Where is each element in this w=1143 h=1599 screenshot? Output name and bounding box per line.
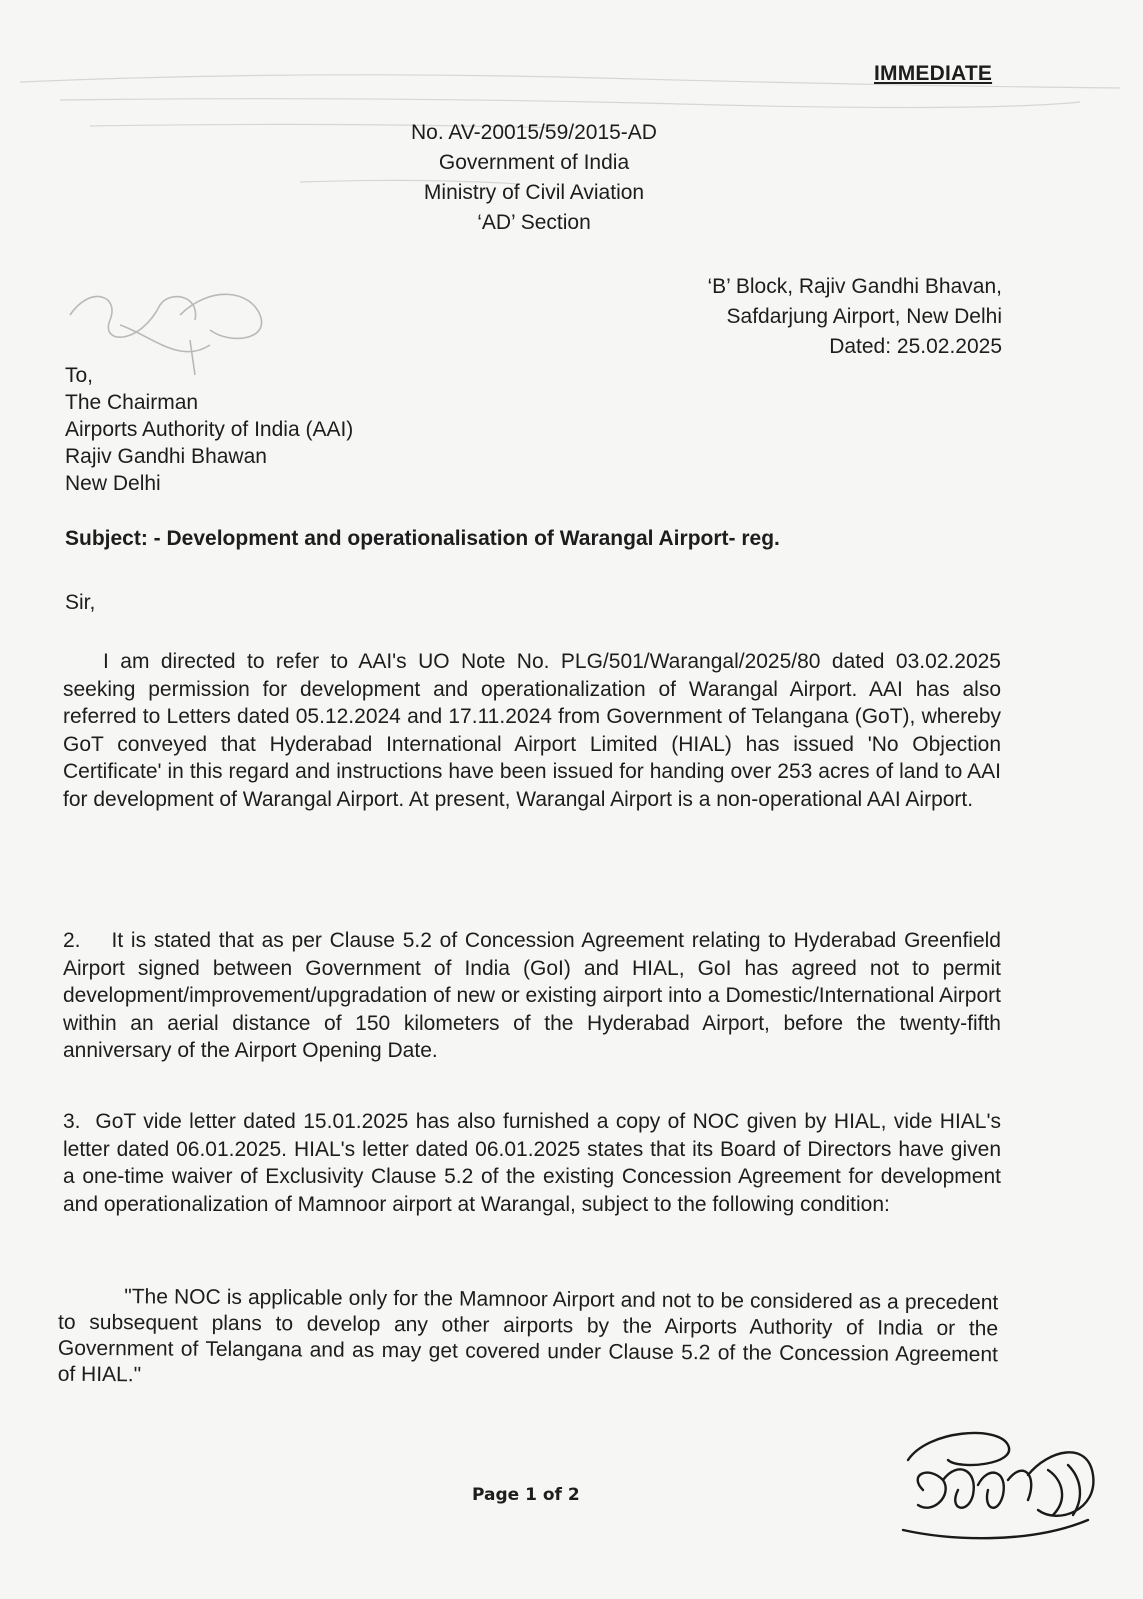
sender-address <box>560 272 1002 362</box>
section-line: ‘AD’ Section <box>477 211 591 234</box>
salutation: Sir, <box>65 591 96 614</box>
paragraph-2 <box>63 927 1001 1065</box>
paragraph-3-text: GoT vide letter dated 15.01.2025 has also furnished a copy of NOC given by HIAL, vide HIAL's letter dated 06.01.2025. HIAL's letter dated 06.01.2025 states that its Board of Directors have given a one-time waiver of Exclusivity Clause 5.2 of the existing Concession Agreement for development and operationalization of Mamnoor airport at Warangal, subject to the following condition: <box>63 1110 1001 1216</box>
paragraph-1: I am directed to refer to AAI's UO Note No. PLG/501/Warangal/2025/80 dated 03.02.2025 seeking permission for development and operationalization of Warangal Airport. AAI has also referred to Letters dated 05.12.2024 and 17.11.2024 from Government of Telangana (GoT), whereby GoT conveyed that Hyderabad International Airport Limited (HIAL) has issued 'No Objection Certificate' in this regard and instructions have been issued for handing over 253 acres of land to AAI for development of Warangal Airport. At present, Warangal Airport is a non-operational AAI Airport. <box>63 650 1001 811</box>
ministry-line: Ministry of Civil Aviation <box>423 181 645 204</box>
recipient-line-4: New Delhi <box>65 472 161 495</box>
paragraph-3 <box>63 1108 1001 1218</box>
paragraph-3-number: 3. <box>63 1110 81 1133</box>
quoted-condition: "The NOC is applicable only for the Mamnoor Airport and not to be considered as a precedent to subsequent plans to develop any other airports by the Airports Authority of India or the Government of Telangana and as may get covered under Clause 5.2 of the Concession Agreement of HIAL." <box>57 1285 999 1387</box>
paragraph-2-text: It is stated that as per Clause 5.2 of Concession Agreement relating to Hyderabad Greenfield Airport signed between Government of India (GoI) and HIAL, GoI has agreed not to permit development/improvement/upgradation of new or existing airport into a Domestic/International Airport within an aerial distance of 150 kilometers of the Hyderabad Airport, before the twenty-fifth anniversary of the Airport Opening Date. <box>63 929 1001 1062</box>
to-label: To, <box>65 364 94 387</box>
paragraph-2-number: 2. <box>63 929 81 952</box>
government-line: Government of India <box>438 151 630 174</box>
recipient-line-1: The Chairman <box>65 391 199 414</box>
subject-line: Subject: - Development and operationalisation of Warangal Airport- reg. <box>65 527 780 550</box>
signature <box>888 1420 1118 1560</box>
page-number: Page 1 of 2 <box>472 1485 580 1505</box>
file-number: No. AV-20015/59/2015-AD <box>411 121 657 144</box>
dated-line: Dated: 25.02.2025 <box>829 335 1002 358</box>
address-line-1: ‘B’ Block, Rajiv Gandhi Bhavan, <box>707 275 1002 298</box>
recipient-block <box>65 362 353 497</box>
letter-header <box>334 118 734 238</box>
immediate-label: IMMEDIATE <box>874 62 993 85</box>
recipient-line-2: Airports Authority of India (AAI) <box>65 418 354 441</box>
recipient-line-3: Rajiv Gandhi Bhawan <box>65 445 267 468</box>
address-line-2: Safdarjung Airport, New Delhi <box>726 305 1002 328</box>
